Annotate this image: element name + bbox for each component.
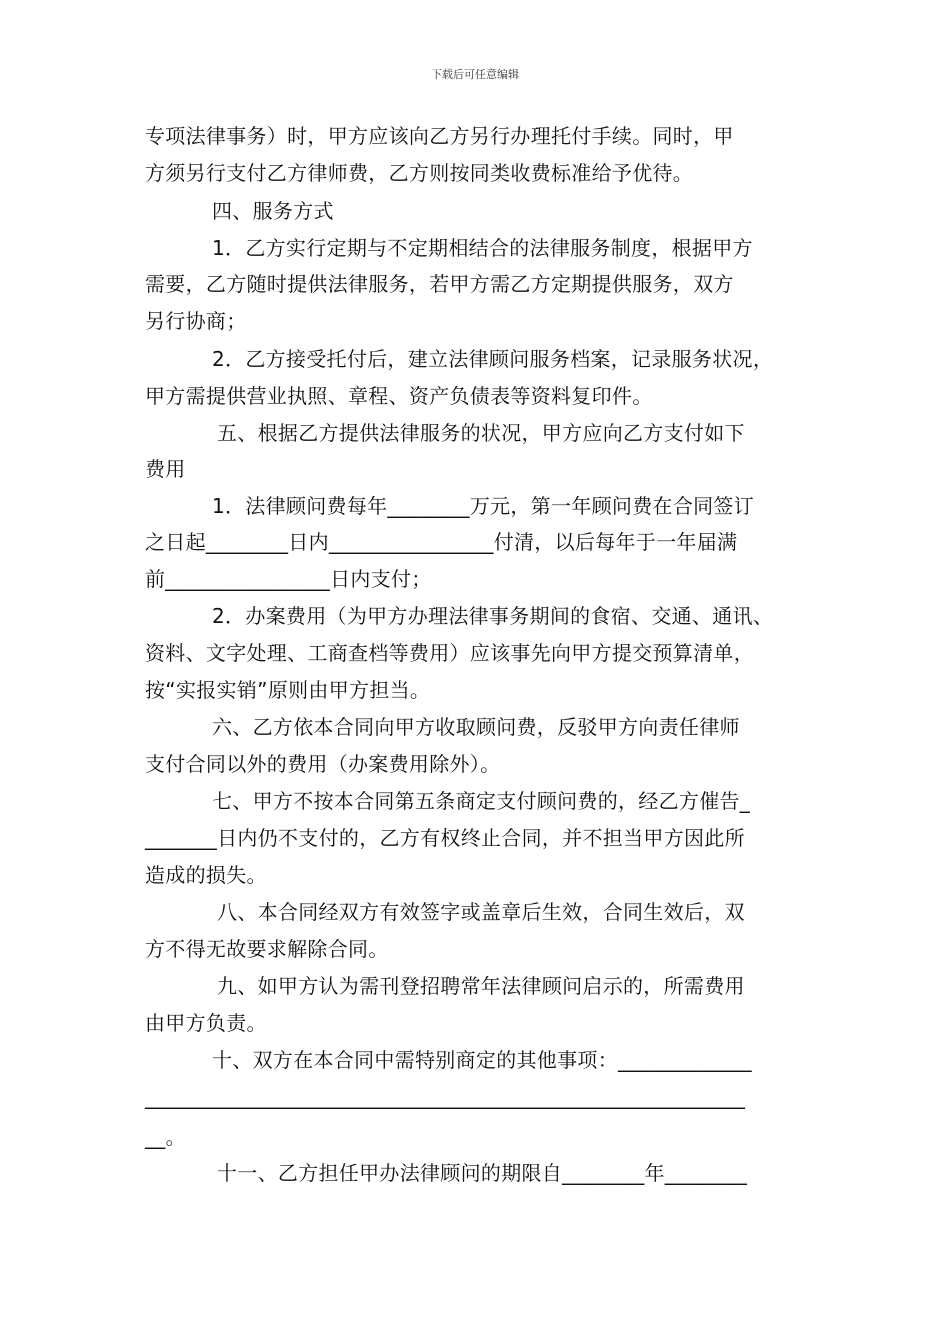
section-heading: 七、甲方不按本合同第五条商定支付顾问费的，经乙方催告_ [212, 789, 751, 813]
paragraph-line: 方不得无故要求解除合同。 [145, 937, 389, 961]
section-heading: 五、根据乙方提供法律服务的状况，甲方应向乙方支付如下 [217, 421, 745, 445]
paragraph-line: 资料、文字处理、工商查档等费用）应该事先向甲方提交预算清单， [145, 641, 754, 665]
paragraph-line: _______日内仍不支付的，乙方有权终止合同，并不担当甲方因此所 [145, 826, 745, 850]
paragraph-line: 按“实报实销”原则由甲方担当。 [145, 678, 431, 702]
paragraph-line: 之日起________日内________________付清，以后每年于一年届满 [145, 530, 738, 554]
paragraph-line: 2．乙方接受托付后，建立法律顾问服务档案，记录服务状况， [212, 347, 774, 371]
paragraph-line: 另行协商； [145, 309, 247, 333]
paragraph-line: 由甲方负责。 [145, 1011, 267, 1035]
paragraph-line: 方须另行支付乙方律师费，乙方则按同类收费标准给予优待。 [145, 161, 694, 185]
paragraph-line: 前________________日内支付； [145, 567, 432, 591]
paragraph-line: 专项法律事务）时，甲方应该向乙方另行办理托付手续。同时，甲 [145, 124, 734, 148]
paragraph-line: 甲方需提供营业执照、章程、资产负债表等资料复印件。 [145, 384, 653, 408]
section-heading: 十一、乙方担任甲办法律顾问的期限自________年________ [217, 1161, 748, 1185]
section-heading: 六、乙方依本合同向甲方收取顾问费，反驳甲方向责任律师 [212, 715, 740, 739]
paragraph-line: __。 [145, 1125, 186, 1149]
paragraph-line: 2．办案费用（为甲方办理法律事务期间的食宿、交通、通讯、 [212, 604, 774, 628]
section-heading: 十、双方在本合同中需特别商定的其他事项：_____________ [212, 1048, 752, 1072]
paragraph-line: 造成的损失。 [145, 863, 267, 887]
section-heading: 九、如甲方认为需刊登招聘常年法律顾问启示的，所需费用 [217, 974, 745, 998]
paragraph-line: 1．法律顾问费每年________万元，第一年顾问费在合同签订 [212, 494, 755, 518]
page-header: 下载后可任意编辑 [431, 68, 519, 81]
paragraph-line: ____________________________________________________________ [145, 1085, 745, 1109]
paragraph-line: 需要，乙方随时提供法律服务，若甲方需乙方定期提供服务，双方 [145, 272, 734, 296]
section-heading: 八、本合同经双方有效签字或盖章后生效，合同生效后，双 [217, 900, 745, 924]
paragraph-line: 1．乙方实行定期与不定期相结合的法律服务制度，根据甲方 [212, 236, 753, 260]
paragraph-line: 费用 [145, 457, 186, 481]
paragraph-line: 支付合同以外的费用（办案费用除外）。 [145, 752, 501, 776]
section-heading: 四、服务方式 [212, 199, 334, 223]
